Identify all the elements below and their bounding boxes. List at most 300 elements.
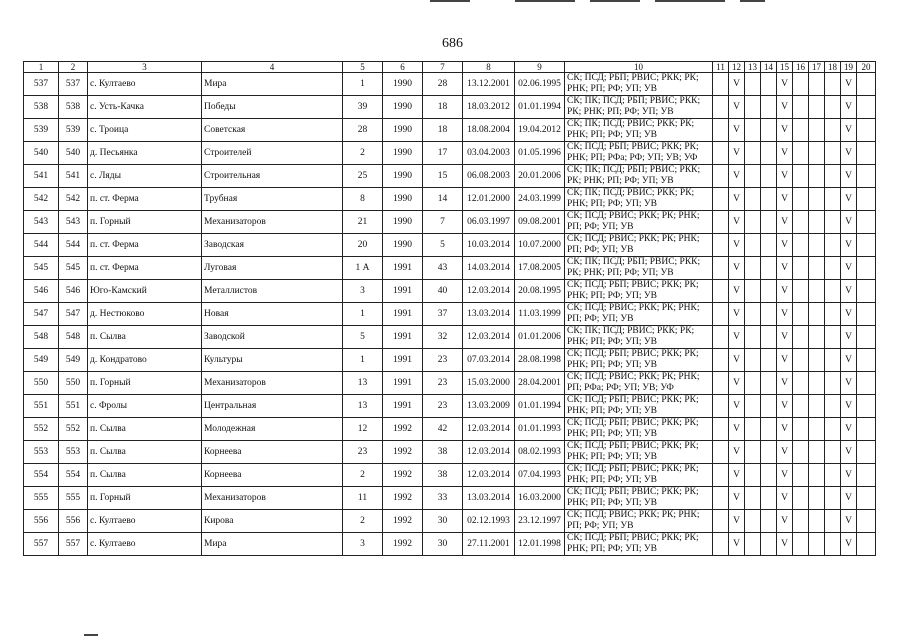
table-cell-col-6: 1990 [383, 188, 423, 211]
table-cell-col-16 [793, 533, 809, 556]
table-cell-col-11 [713, 96, 729, 119]
table-cell-col-5: 13 [343, 372, 383, 395]
table-cell-col-6: 1991 [383, 257, 423, 280]
table-cell-col-1: 545 [24, 257, 59, 280]
table-cell-col-7: 37 [423, 303, 463, 326]
table-cell-col-4: Металлистов [202, 280, 343, 303]
table-cell-col-8: 12.03.2014 [463, 418, 515, 441]
table-row [24, 441, 876, 464]
table-cell-col-14 [761, 280, 777, 303]
table-cell-col-3: п. ст. Ферма [88, 188, 202, 211]
table-cell-col-19: V [841, 142, 857, 165]
table-cell-col-13 [745, 96, 761, 119]
column-header-9: 9 [515, 62, 565, 73]
table-cell-col-13 [745, 165, 761, 188]
table-cell-col-11 [713, 73, 729, 96]
table-row [24, 142, 876, 165]
table-cell-col-16 [793, 510, 809, 533]
table-cell-col-4: Корнеева [202, 441, 343, 464]
table-cell-col-3: д. Нестюково [88, 303, 202, 326]
table-cell-col-13 [745, 73, 761, 96]
table-cell-col-5: 11 [343, 487, 383, 510]
table-cell-col-18 [825, 326, 841, 349]
table-cell-col-16 [793, 487, 809, 510]
table-cell-col-13 [745, 257, 761, 280]
table-cell-col-19: V [841, 119, 857, 142]
table-cell-col-14 [761, 188, 777, 211]
table-cell-col-6: 1992 [383, 510, 423, 533]
table-cell-col-19: V [841, 487, 857, 510]
table-header [24, 62, 876, 73]
table-cell-col-4: Мира [202, 533, 343, 556]
table-cell-col-8: 12.03.2014 [463, 441, 515, 464]
table-cell-col-16 [793, 257, 809, 280]
table-cell-col-7: 42 [423, 418, 463, 441]
table-cell-col-13 [745, 326, 761, 349]
table-cell-col-7: 7 [423, 211, 463, 234]
table-cell-col-2: 538 [59, 96, 88, 119]
table-cell-col-4: Трубная [202, 188, 343, 211]
table-cell-col-12: V [729, 73, 745, 96]
table-cell-col-9: 01.01.2006 [515, 326, 565, 349]
table-cell-col-15: V [777, 96, 793, 119]
table-cell-col-3: п. ст. Ферма [88, 257, 202, 280]
table-cell-col-14 [761, 257, 777, 280]
table-cell-col-12: V [729, 165, 745, 188]
table-cell-col-16 [793, 303, 809, 326]
table-cell-col-14 [761, 326, 777, 349]
table-cell-col-8: 12.01.2000 [463, 188, 515, 211]
table-cell-col-2: 544 [59, 234, 88, 257]
table-cell-col-14 [761, 395, 777, 418]
table-cell-col-9: 20.08.1995 [515, 280, 565, 303]
table-cell-col-15: V [777, 533, 793, 556]
table-cell-col-4: Советская [202, 119, 343, 142]
table-cell-col-18 [825, 188, 841, 211]
table-cell-col-11 [713, 326, 729, 349]
table-cell-col-20 [857, 303, 876, 326]
table-cell-col-14 [761, 234, 777, 257]
table-row [24, 395, 876, 418]
table-cell-col-7: 28 [423, 73, 463, 96]
table-cell-col-3: п. Горный [88, 487, 202, 510]
table-cell-col-19: V [841, 533, 857, 556]
table-cell-col-9: 07.04.1993 [515, 464, 565, 487]
table-cell-col-6: 1990 [383, 234, 423, 257]
column-header-4: 4 [202, 62, 343, 73]
column-header-13: 13 [745, 62, 761, 73]
table-cell-col-18 [825, 73, 841, 96]
table-cell-col-5: 20 [343, 234, 383, 257]
table-cell-col-14 [761, 142, 777, 165]
table-cell-col-10: СК; ПСД; РБП; РВИС; РКК; РК; РНК; РП; РФа; РФ; УП; УВ; УФ [565, 142, 713, 165]
table-cell-col-16 [793, 280, 809, 303]
table-cell-col-7: 32 [423, 326, 463, 349]
table-cell-col-13 [745, 349, 761, 372]
column-header-20: 20 [857, 62, 876, 73]
table-cell-col-3: с. Фролы [88, 395, 202, 418]
table-cell-col-7: 43 [423, 257, 463, 280]
table-cell-col-7: 33 [423, 487, 463, 510]
table-cell-col-2: 557 [59, 533, 88, 556]
table-cell-col-6: 1991 [383, 395, 423, 418]
table-cell-col-15: V [777, 395, 793, 418]
table-cell-col-5: 8 [343, 188, 383, 211]
table-cell-col-19: V [841, 464, 857, 487]
table-cell-col-20 [857, 257, 876, 280]
table-cell-col-2: 554 [59, 464, 88, 487]
table-cell-col-5: 1 [343, 349, 383, 372]
table-cell-col-14 [761, 303, 777, 326]
table-cell-col-10: СК; ПСД; РВИС; РКК; РК; РНК; РП; РФ; УП; УВ [565, 510, 713, 533]
table-cell-col-1: 546 [24, 280, 59, 303]
table-cell-col-7: 40 [423, 280, 463, 303]
table-cell-col-8: 02.12.1993 [463, 510, 515, 533]
table-cell-col-14 [761, 96, 777, 119]
table-cell-col-3: п. Горный [88, 211, 202, 234]
table-cell-col-2: 549 [59, 349, 88, 372]
table-cell-col-2: 547 [59, 303, 88, 326]
table-cell-col-15: V [777, 234, 793, 257]
table-cell-col-8: 10.03.2014 [463, 234, 515, 257]
table-cell-col-15: V [777, 487, 793, 510]
scan-bottom-mark [84, 634, 98, 636]
table-cell-col-20 [857, 372, 876, 395]
table-cell-col-9: 01.01.1994 [515, 395, 565, 418]
table-cell-col-9: 24.03.1999 [515, 188, 565, 211]
table-cell-col-18 [825, 119, 841, 142]
table-cell-col-19: V [841, 303, 857, 326]
table-cell-col-6: 1991 [383, 372, 423, 395]
table-cell-col-14 [761, 464, 777, 487]
table-cell-col-17 [809, 441, 825, 464]
column-header-16: 16 [793, 62, 809, 73]
table-cell-col-20 [857, 188, 876, 211]
table-row [24, 257, 876, 280]
table-cell-col-15: V [777, 464, 793, 487]
table-cell-col-17 [809, 533, 825, 556]
table-cell-col-17 [809, 211, 825, 234]
table-cell-col-2: 541 [59, 165, 88, 188]
table-cell-col-9: 19.04.2012 [515, 119, 565, 142]
table-cell-col-12: V [729, 234, 745, 257]
table-cell-col-6: 1992 [383, 533, 423, 556]
table-row [24, 510, 876, 533]
table-cell-col-1: 537 [24, 73, 59, 96]
table-cell-col-2: 542 [59, 188, 88, 211]
table-cell-col-6: 1990 [383, 96, 423, 119]
table-row [24, 211, 876, 234]
table-cell-col-10: СК; ПСД; РВИС; РКК; РК; РНК; РП; РФ; УП; УВ [565, 234, 713, 257]
table-cell-col-14 [761, 418, 777, 441]
table-cell-col-10: СК; ПСД; РВИС; РКК; РК; РНК; РП; РФ; УП; УВ [565, 303, 713, 326]
table-row [24, 96, 876, 119]
table-cell-col-11 [713, 487, 729, 510]
table-cell-col-4: Корнеева [202, 464, 343, 487]
table-cell-col-14 [761, 441, 777, 464]
table-cell-col-11 [713, 211, 729, 234]
table-cell-col-16 [793, 234, 809, 257]
table-cell-col-10: СК; ПСД; РБП; РВИС; РКК; РК; РНК; РП; РФ; УП; УВ [565, 395, 713, 418]
table-cell-col-19: V [841, 73, 857, 96]
table-cell-col-19: V [841, 510, 857, 533]
column-header-15: 15 [777, 62, 793, 73]
table-cell-col-14 [761, 349, 777, 372]
table-cell-col-18 [825, 142, 841, 165]
table-cell-col-8: 06.08.2003 [463, 165, 515, 188]
table-cell-col-6: 1990 [383, 73, 423, 96]
table-cell-col-6: 1992 [383, 441, 423, 464]
table-cell-col-8: 15.03.2000 [463, 372, 515, 395]
table-cell-col-2: 556 [59, 510, 88, 533]
table-cell-col-11 [713, 142, 729, 165]
table-cell-col-2: 540 [59, 142, 88, 165]
table-cell-col-1: 554 [24, 464, 59, 487]
table-cell-col-5: 39 [343, 96, 383, 119]
table-cell-col-16 [793, 418, 809, 441]
table-cell-col-1: 540 [24, 142, 59, 165]
table-cell-col-10: СК; ПСД; РБП; РВИС; РКК; РК; РНК; РП; РФ; УП; УВ [565, 464, 713, 487]
table-cell-col-17 [809, 234, 825, 257]
table-cell-col-6: 1992 [383, 487, 423, 510]
table-cell-col-11 [713, 533, 729, 556]
registry-table [23, 61, 876, 556]
table-cell-col-3: д. Песьянка [88, 142, 202, 165]
table-cell-col-20 [857, 119, 876, 142]
table-cell-col-8: 13.03.2014 [463, 487, 515, 510]
header-row [24, 62, 876, 73]
table-cell-col-3: п. Горный [88, 372, 202, 395]
table-cell-col-2: 543 [59, 211, 88, 234]
table-cell-col-12: V [729, 441, 745, 464]
table-cell-col-19: V [841, 372, 857, 395]
table-cell-col-8: 12.03.2014 [463, 280, 515, 303]
table-cell-col-1: 543 [24, 211, 59, 234]
table-cell-col-18 [825, 487, 841, 510]
table-row [24, 326, 876, 349]
table-cell-col-18 [825, 280, 841, 303]
table-cell-col-13 [745, 142, 761, 165]
table-cell-col-18 [825, 464, 841, 487]
table-cell-col-9: 08.02.1993 [515, 441, 565, 464]
table-cell-col-8: 12.03.2014 [463, 326, 515, 349]
table-row [24, 303, 876, 326]
table-cell-col-4: Луговая [202, 257, 343, 280]
table-cell-col-3: п. Сылва [88, 464, 202, 487]
table-cell-col-8: 13.03.2009 [463, 395, 515, 418]
table-cell-col-17 [809, 73, 825, 96]
table-cell-col-15: V [777, 510, 793, 533]
table-cell-col-15: V [777, 372, 793, 395]
table-cell-col-19: V [841, 395, 857, 418]
table-cell-col-19: V [841, 188, 857, 211]
table-cell-col-14 [761, 510, 777, 533]
table-cell-col-8: 27.11.2001 [463, 533, 515, 556]
table-cell-col-2: 550 [59, 372, 88, 395]
table-cell-col-12: V [729, 188, 745, 211]
table-cell-col-20 [857, 533, 876, 556]
table-cell-col-5: 1 [343, 73, 383, 96]
table-cell-col-2: 553 [59, 441, 88, 464]
table-cell-col-5: 21 [343, 211, 383, 234]
table-cell-col-13 [745, 487, 761, 510]
table-cell-col-10: СК; ПК; ПСД; РБП; РВИС; РКК; РК; РНК; РП; РФ; УП; УВ [565, 96, 713, 119]
table-cell-col-19: V [841, 349, 857, 372]
table-cell-col-1: 557 [24, 533, 59, 556]
table-cell-col-3: Юго-Камский [88, 280, 202, 303]
table-cell-col-7: 38 [423, 464, 463, 487]
table-cell-col-14 [761, 165, 777, 188]
table-cell-col-14 [761, 211, 777, 234]
table-cell-col-10: СК; ПК; ПСД; РБП; РВИС; РКК; РК; РНК; РП; РФ; УП; УВ [565, 257, 713, 280]
table-cell-col-8: 03.04.2003 [463, 142, 515, 165]
table-cell-col-7: 23 [423, 395, 463, 418]
table-cell-col-4: Заводской [202, 326, 343, 349]
table-row [24, 349, 876, 372]
table-cell-col-7: 18 [423, 96, 463, 119]
table-cell-col-4: Строительная [202, 165, 343, 188]
table-cell-col-16 [793, 96, 809, 119]
table-cell-col-18 [825, 418, 841, 441]
table-cell-col-13 [745, 119, 761, 142]
table-cell-col-5: 3 [343, 533, 383, 556]
page-number: 686 [442, 36, 463, 51]
table-cell-col-10: СК; ПСД; РБП; РВИС; РКК; РК; РНК; РП; РФ; УП; УВ [565, 73, 713, 96]
table-cell-col-9: 02.06.1995 [515, 73, 565, 96]
table-cell-col-15: V [777, 326, 793, 349]
table-cell-col-19: V [841, 234, 857, 257]
table-cell-col-20 [857, 280, 876, 303]
table-row [24, 533, 876, 556]
table-cell-col-10: СК; ПСД; РВИС; РКК; РК; РНК; РП; РФа; РФ; УП; УВ; УФ [565, 372, 713, 395]
table-cell-col-17 [809, 119, 825, 142]
table-cell-col-1: 550 [24, 372, 59, 395]
table-cell-col-19: V [841, 257, 857, 280]
table-cell-col-18 [825, 533, 841, 556]
table-cell-col-4: Культуры [202, 349, 343, 372]
table-cell-col-5: 2 [343, 510, 383, 533]
table-cell-col-16 [793, 165, 809, 188]
table-cell-col-4: Кирова [202, 510, 343, 533]
table-cell-col-19: V [841, 211, 857, 234]
table-cell-col-20 [857, 326, 876, 349]
table-cell-col-17 [809, 257, 825, 280]
table-cell-col-17 [809, 280, 825, 303]
table-cell-col-9: 09.08.2001 [515, 211, 565, 234]
column-header-18: 18 [825, 62, 841, 73]
table-cell-col-12: V [729, 326, 745, 349]
table-cell-col-7: 17 [423, 142, 463, 165]
table-cell-col-2: 548 [59, 326, 88, 349]
table-cell-col-15: V [777, 441, 793, 464]
table-cell-col-17 [809, 510, 825, 533]
table-cell-col-15: V [777, 257, 793, 280]
table-cell-col-11 [713, 464, 729, 487]
table-cell-col-4: Механизаторов [202, 372, 343, 395]
column-header-11: 11 [713, 62, 729, 73]
table-cell-col-7: 15 [423, 165, 463, 188]
table-cell-col-19: V [841, 326, 857, 349]
table-cell-col-6: 1990 [383, 211, 423, 234]
table-cell-col-16 [793, 372, 809, 395]
table-cell-col-18 [825, 441, 841, 464]
table-cell-col-3: с. Усть-Качка [88, 96, 202, 119]
table-cell-col-7: 5 [423, 234, 463, 257]
table-cell-col-11 [713, 119, 729, 142]
table-cell-col-9: 20.01.2006 [515, 165, 565, 188]
table-cell-col-20 [857, 510, 876, 533]
table-cell-col-18 [825, 510, 841, 533]
table-cell-col-1: 541 [24, 165, 59, 188]
table-cell-col-12: V [729, 142, 745, 165]
table-cell-col-3: с. Култаево [88, 510, 202, 533]
column-header-17: 17 [809, 62, 825, 73]
table-cell-col-9: 23.12.1997 [515, 510, 565, 533]
table-cell-col-13 [745, 510, 761, 533]
table-cell-col-18 [825, 165, 841, 188]
table-cell-col-10: СК; ПСД; РБП; РВИС; РКК; РК; РНК; РП; РФ; УП; УВ [565, 349, 713, 372]
table-cell-col-20 [857, 418, 876, 441]
table-cell-col-7: 38 [423, 441, 463, 464]
table-cell-col-17 [809, 188, 825, 211]
table-row [24, 119, 876, 142]
table-row [24, 372, 876, 395]
table-cell-col-13 [745, 395, 761, 418]
table-cell-col-2: 551 [59, 395, 88, 418]
table-cell-col-9: 17.08.2005 [515, 257, 565, 280]
table-cell-col-13 [745, 234, 761, 257]
table-cell-col-20 [857, 234, 876, 257]
table-cell-col-8: 13.12.2001 [463, 73, 515, 96]
table-cell-col-17 [809, 464, 825, 487]
table-cell-col-18 [825, 303, 841, 326]
column-header-8: 8 [463, 62, 515, 73]
table-cell-col-16 [793, 142, 809, 165]
table-cell-col-13 [745, 303, 761, 326]
table-cell-col-9: 28.04.2001 [515, 372, 565, 395]
table-cell-col-17 [809, 303, 825, 326]
table-cell-col-4: Мира [202, 73, 343, 96]
table-cell-col-8: 18.08.2004 [463, 119, 515, 142]
table-cell-col-16 [793, 119, 809, 142]
table-cell-col-18 [825, 234, 841, 257]
table-cell-col-12: V [729, 257, 745, 280]
table-cell-col-4: Механизаторов [202, 487, 343, 510]
column-header-12: 12 [729, 62, 745, 73]
table-cell-col-19: V [841, 418, 857, 441]
table-cell-col-16 [793, 441, 809, 464]
table-row [24, 73, 876, 96]
table-cell-col-2: 555 [59, 487, 88, 510]
column-header-7: 7 [423, 62, 463, 73]
table-cell-col-6: 1990 [383, 142, 423, 165]
table-cell-col-1: 538 [24, 96, 59, 119]
table-body [24, 73, 876, 556]
table-cell-col-16 [793, 349, 809, 372]
table-cell-col-10: СК; ПСД; РБП; РВИС; РКК; РК; РНК; РП; РФ; УП; УВ [565, 418, 713, 441]
table-row [24, 165, 876, 188]
table-cell-col-1: 544 [24, 234, 59, 257]
table-cell-col-16 [793, 395, 809, 418]
table-cell-col-15: V [777, 73, 793, 96]
table-cell-col-17 [809, 96, 825, 119]
table-cell-col-4: Молодежная [202, 418, 343, 441]
table-cell-col-14 [761, 372, 777, 395]
table-cell-col-5: 1 [343, 303, 383, 326]
table-cell-col-6: 1991 [383, 280, 423, 303]
table-cell-col-11 [713, 257, 729, 280]
table-cell-col-13 [745, 441, 761, 464]
